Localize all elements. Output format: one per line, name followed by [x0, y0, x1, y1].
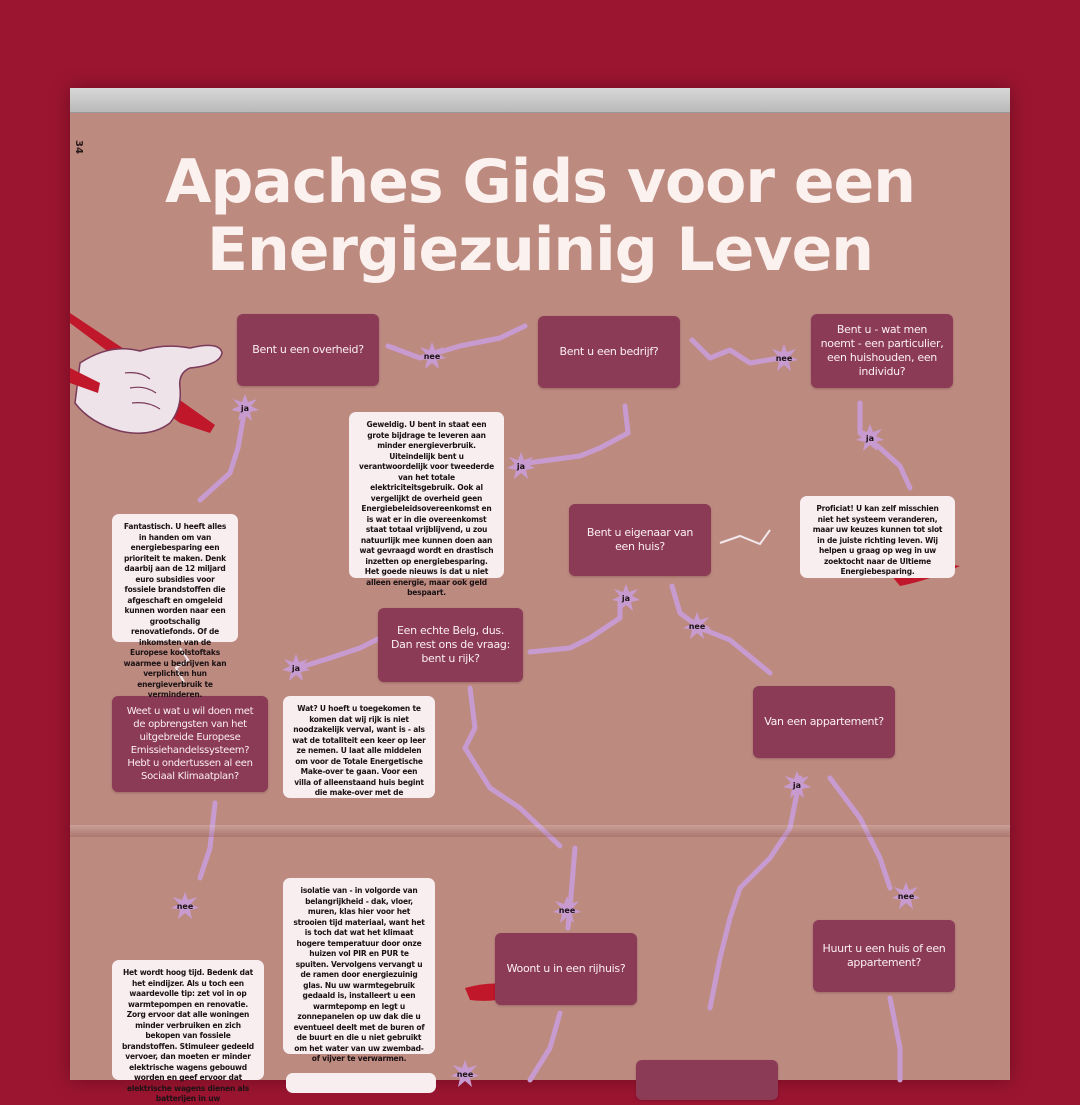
- answer-label: ja: [621, 593, 631, 603]
- info-bedrijf: Geweldig. U bent in staat een grote bijdrage te leveren aan minder energieverbruik. Uiteindelijk bent u verantwoordelijk voor tweederde van het totale elektriciteitsgebruik. Ook al vergelijkt de overheid geen Energiebeleidsovereenkomst en is wat er in die overeenkomst staat totaal vrijblijvend, u zou natuurlijk mee kunnen doen aan wat gevraagd wordt en drastisch inzetten op energiebesparing. Het goede nieuws is dat u niet alleen energie, maar ook geld bespaart.: [349, 412, 504, 578]
- answer-label: ja: [516, 461, 526, 471]
- answer-label: ja: [792, 780, 802, 790]
- info-partial: [286, 1073, 436, 1093]
- question-appartement: Van een appartement?: [753, 686, 895, 758]
- page-fold: [70, 825, 1010, 837]
- question-rijhuis: Woont u in een rijhuis?: [495, 933, 637, 1005]
- answer-ja: [611, 583, 641, 613]
- question-particulier: Bent u - wat men noemt - een particulier, een huishouden, een individu?: [811, 314, 953, 388]
- answer-label: nee: [176, 901, 194, 911]
- question-huur: Huurt u een huis of een appartement?: [813, 920, 955, 992]
- question-overheid: Bent u een overheid?: [237, 314, 379, 386]
- title-line-1: Apaches Gids voor een: [165, 147, 915, 217]
- info-isolatie: isolatie van - in volgorde van belangrijkheid - dak, vloer, muren, klas hier voor het strooien tijd materiaal, want het is toch dat wat het klimaat hogere temperatuur door onze huizen vol PIR en PUR te spuiten. Vervolgens vervangt u de ramen door energiezuinig glas. Nu uw warmtegebruik gedaald is, installeert u een warmtepomp en legt u zonnepanelen op uw dak die u eventueel deelt met de buren of de buurt en die u niet gebruikt om het water van uw zwembad- of vijver te verwarmen.: [283, 878, 435, 1054]
- answer-label: ja: [240, 403, 250, 413]
- answer-ja: [855, 423, 885, 453]
- answer-nee: [450, 1059, 480, 1089]
- info-particulier: Proficiat! U kan zelf misschien niet het systeem veranderen, maar uw keuzes kunnen tot slot in de juiste richting leven. Wij helpen u graag op weg in uw zoektocht naar de Ultieme Energiebesparing.: [800, 496, 955, 578]
- answer-nee: [417, 341, 447, 371]
- magazine-page: [70, 88, 1010, 1103]
- page-number: 34: [73, 140, 84, 154]
- answer-nee: [769, 343, 799, 373]
- answer-label: ja: [291, 663, 301, 673]
- answer-nee: [891, 881, 921, 911]
- answer-ja: [281, 653, 311, 683]
- answer-label: nee: [456, 1069, 474, 1079]
- question-bedrijf: Bent u een bedrijf?: [538, 316, 680, 388]
- answer-ja: [230, 393, 260, 423]
- answer-ja: [782, 770, 812, 800]
- answer-label: ja: [865, 433, 875, 443]
- question-eigenaar: Bent u eigenaar van een huis?: [569, 504, 711, 576]
- answer-label: nee: [423, 351, 441, 361]
- question-belg: Een echte Belg, dus. Dan rest ons de vraag: bent u rijk?: [378, 608, 523, 682]
- info-opbrengsten: Het wordt hoog tijd. Bedenk dat het eindijzer. Als u toch een waardevolle tip: zet vol in op warmtepompen en renovatie. Zorg ervoor dat alle woningen minder verbruiken en zich bekopen van fossiele brandstoffen. Stimuleer gedeeld vervoer, dan moeten er minder elektrische wagens gebouwd worden en geef ervoor dat elektrische wagens dienen als batterijen in uw: [112, 960, 264, 1080]
- info-overheid: Fantastisch. U heeft alles in handen om van energiebesparing een prioriteit te maken. Denk daarbij aan de 12 miljard euro subsidies voor fossiele brandstoffen die afgeschaft en omgeleid kunnen worden naar een grootschalig renovatiefonds. Of de inkomsten van de Europese koolstoftaks waarmee u bedrijven kan verplichten hun energieverbruik te verminderen.: [112, 514, 238, 642]
- question-opbrengsten: Weet u wat u wil doen met de opbrengsten van het uitgebreide Europese Emissiehandelssysteem? Hebt u ondertussen al een Sociaal Klimaatplan?: [112, 696, 268, 792]
- answer-label: nee: [897, 891, 915, 901]
- answer-label: nee: [558, 905, 576, 915]
- answer-ja: [506, 451, 536, 481]
- question-box-partial: [636, 1060, 778, 1100]
- answer-nee: [552, 895, 582, 925]
- answer-nee: [170, 891, 200, 921]
- answer-label: nee: [775, 353, 793, 363]
- answer-nee: [682, 611, 712, 641]
- answer-label: nee: [688, 621, 706, 631]
- info-rijk: Wat? U hoeft u toegekomen te komen dat wij rijk is niet noodzakelijk verval, want is - als wat de totaliteit een keer op leer ze nemen. U laat alle middelen om voor de Totale Energetische Make-over te gaan. Voor een villa of alleenstaand huis begint die make-over met de: [283, 696, 435, 798]
- title-line-2: Energiezuinig Leven: [207, 215, 873, 285]
